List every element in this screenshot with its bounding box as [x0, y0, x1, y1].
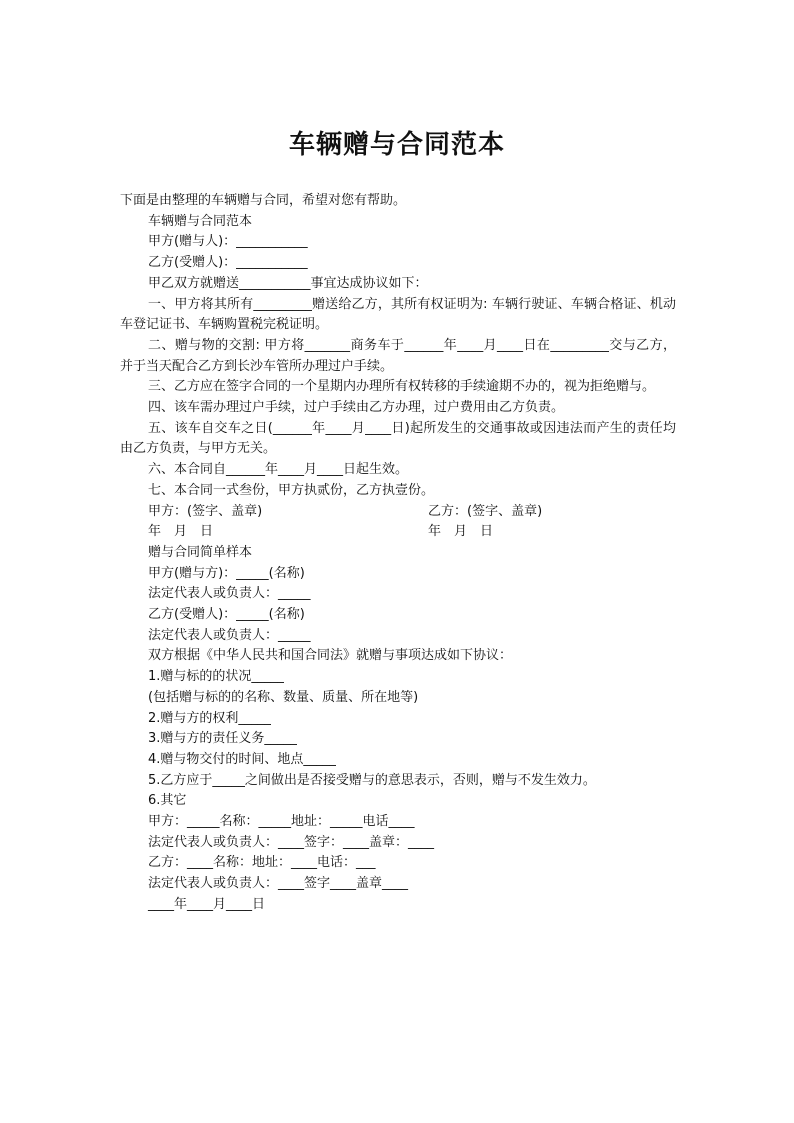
agreement-line: 甲乙双方就赠送___________事宜达成协议如下： — [148, 275, 428, 291]
clause-4: 四、该车需办理过户手续，过户手续由乙方办理，过户费用由乙方负责。 — [148, 400, 565, 416]
contract-heading: 车辆赠与合同范本 — [148, 213, 253, 229]
clause-6: 六、本合同自______年____月____日起生效。 — [148, 462, 409, 478]
party-b-line: 乙方(受赠人)：___________ — [148, 255, 308, 271]
document-body — [120, 191, 676, 916]
sample-sign-party-a-rep: 法定代表人或负责人：____签字：____盖章：____ — [148, 834, 435, 850]
sample-item-1-note: (包括赠与标的的名称、数量、质量、所在地等) — [148, 689, 419, 705]
sample-party-b-rep: 法定代表人或负责人：_____ — [148, 627, 311, 643]
sample-item-6: 6.其它 — [148, 793, 187, 809]
sample-party-a-rep: 法定代表人或负责人：_____ — [148, 586, 311, 602]
clause-1: 一、甲方将其所有_________赠送给乙方，其所有权证明为: 车辆行驶证、车辆合格证、机动车登记证书、车辆购置税完税证明。 — [120, 296, 676, 333]
sample-sign-party-b-rep: 法定代表人或负责人：____签字____盖章____ — [148, 876, 409, 892]
intro-line: 下面是由整理的车辆赠与合同，希望对您有帮助。 — [120, 193, 407, 208]
sample-item-2: 2.赠与方的权利_____ — [148, 710, 271, 726]
document-title: 车辆赠与合同范本 — [288, 130, 505, 160]
sample-party-a: 甲方(赠与方)：_____(名称) — [148, 565, 305, 581]
clause-5: 五、该车自交车之日(______年____月____日)起所发生的交通事故或因违法而产生的责任均由乙方负责，与甲方无关。 — [120, 420, 676, 457]
sample-date: ____年____月____日 — [148, 896, 266, 912]
sample-sign-party-b: 乙方：____名称：地址：____电话：___ — [148, 855, 376, 871]
sample-item-3: 3.赠与方的责任义务_____ — [148, 731, 297, 747]
sample-basis: 双方根据《中华人民共和国合同法》就赠与事项达成如下协议： — [148, 648, 513, 664]
sample-item-1: 1.赠与标的的状况_____ — [148, 669, 284, 685]
clause-7: 七、本合同一式叁份，甲方执贰份，乙方执壹份。 — [148, 482, 435, 498]
sample-item-4: 4.赠与物交付的时间、地点_____ — [148, 751, 336, 767]
signature-row — [120, 502, 676, 523]
sample-item-5: 5.乙方应于_____之间做出是否接受赠与的意思表示，否则，赠与不发生效力。 — [148, 772, 596, 788]
sample-party-b: 乙方(受赠人)：_____(名称) — [148, 607, 305, 623]
sample-sign-party-a: 甲方：_____名称：_____地址：_____电话____ — [148, 814, 415, 830]
party-a-line: 甲方(赠与人)：___________ — [148, 234, 308, 250]
signature-date-row — [120, 522, 676, 543]
clause-2: 二、赠与物的交割: 甲方将_______商务车于______年____月____日在_________交与乙方，并于当天配合乙方到长沙车管所办理过户手续。 — [120, 337, 676, 374]
party-b-date: 年 月 日 — [428, 524, 494, 540]
clause-3: 三、乙方应在签字合同的一个星期内办理所有权转移的手续逾期不办的，视为拒绝赠与。 — [148, 379, 656, 395]
party-a-signature: 甲方：(签字、盖章) — [148, 503, 263, 519]
party-a-date: 年 月 日 — [148, 524, 214, 540]
party-b-signature: 乙方：(签字、盖章) — [428, 503, 543, 519]
sample-heading: 赠与合同简单样本 — [148, 544, 253, 560]
